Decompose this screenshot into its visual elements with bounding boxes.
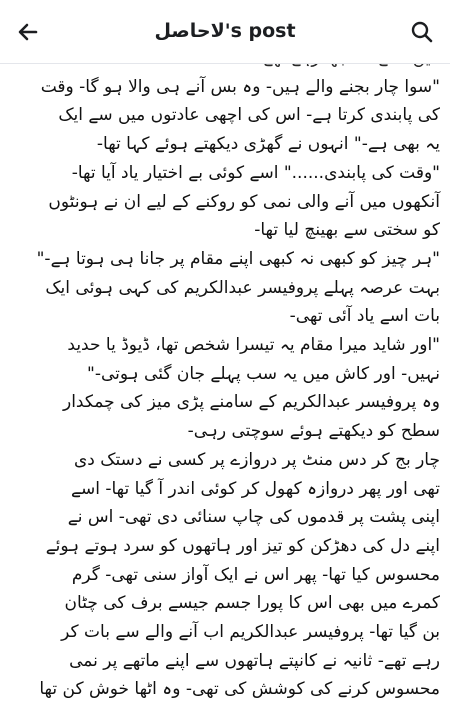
post-line: محسوس کرنے کی کوشش کی تھی- وہ اٹھا خوش کن تھا	[39, 679, 440, 700]
post-line: وہ پروفیسر عبدالکریم کے سامنے پڑی میز کی چمکدار	[63, 392, 440, 413]
post-line: "سوا چار بجنے والے ہیں- وہ بس آنے ہی والا ہو گا- وقت	[40, 76, 440, 97]
post-line: تھی اور پھر دروازہ کھول کر کوئی اندر آ گیا تھا- اسے	[71, 478, 440, 499]
post-body	[0, 44, 450, 700]
post-line: سطح کو دیکھتے ہوئے سوچتی رہی-	[187, 421, 440, 442]
post-line: "وقت کی پابندی......" اسے کوئی بے اختیار یاد آیا تھا-	[71, 162, 440, 183]
top-app-bar	[0, 0, 450, 64]
post-line: یہ بھی ہے-" انہوں نے گھڑی دیکھتے ہوئے کہا تھا-	[96, 134, 440, 155]
post-line: کی پابندی کرتا ہے- اس کی اچھی عادتوں میں سے ایک	[58, 105, 440, 126]
search-button[interactable]	[402, 12, 442, 52]
post-line: اپنی پشت پر قدموں کی چاپ سنائی دی تھی- اس نے	[67, 507, 440, 528]
post-line: بات اسے یاد آئی تھی-	[289, 306, 440, 327]
post-line: "ہر چیز کو کبھی نہ کبھی اپنے مقام پر جانا ہی ہوتا ہے-"	[36, 248, 440, 269]
post-line: بہت عرصہ پہلے پروفیسر عبدالکریم کی کہی ہوئی ایک	[45, 277, 440, 298]
post-line: نہیں- اور کاش میں یہ سب پہلے جان گئی ہوتی-"	[87, 363, 440, 384]
post-line: آنکھوں میں آنے والی نمی کو روکنے کے لیے ان نے ہونٹوں	[48, 191, 440, 212]
post-line: چار بج کر دس منٹ پر دروازے پر کسی نے دستک دی	[73, 449, 440, 470]
post-text	[0, 44, 450, 704]
post-line: کمرے میں بھی اس کا پورا جسم جیسے برف کی چٹان	[64, 593, 440, 614]
search-icon	[410, 20, 434, 44]
post-line: رہے تھے- ثانیہ نے کانپتے ہاتھوں سے اپنے ماتھے پر نمی	[69, 650, 440, 671]
post-line: محسوس کیا تھا- پھر اس نے ایک آواز سنی تھی- گرم	[71, 564, 440, 585]
post-line: "اور شاید میرا مقام یہ تیسرا شخص تھا، ڈیوڈ یا حدید	[67, 335, 440, 356]
post-line: اپنے دل کی دھڑکن کو تیز اور ہاتھوں کو سرد ہوتے ہوئے	[45, 535, 440, 556]
page-title: لاحاصل's post	[154, 20, 296, 42]
post-line: بن گیا تھا- پروفیسر عبدالکریم اب آنے والے سے بات کر	[61, 622, 440, 643]
post-line: کو سختی سے بھینچ لیا تھا-	[254, 220, 440, 241]
